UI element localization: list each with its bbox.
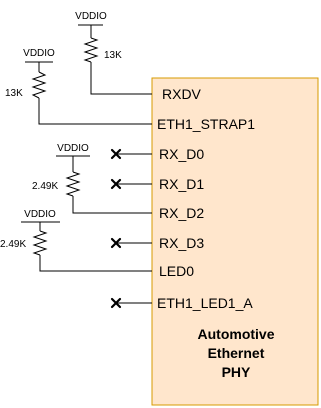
strap1-pullup (5, 48, 152, 124)
pin-label-rx-d3: RX_D3 (159, 235, 205, 251)
phy-title-line2: Ethernet (207, 345, 265, 361)
resistor-value: 13K (104, 50, 122, 61)
resistor-symbol (34, 231, 46, 255)
rxd3-no-connect (112, 239, 152, 247)
resistor-symbol (67, 172, 79, 196)
pin-label-rxdv: RXDV (162, 86, 201, 102)
rxd0-no-connect (112, 150, 152, 158)
wire (39, 98, 152, 124)
vddio-label: VDDIO (75, 11, 107, 22)
wire (91, 62, 152, 94)
wire (73, 196, 152, 213)
wire (40, 255, 152, 271)
phy-title-line3: PHY (221, 364, 251, 380)
pin-label-rx-d1: RX_D1 (159, 176, 205, 192)
pin-label-led0: LED0 (159, 263, 195, 279)
pin-label-rx-d0: RX_D0 (159, 146, 205, 162)
resistor-value: 2.49K (0, 239, 27, 250)
pin-label-rx-d2: RX_D2 (159, 205, 205, 221)
vddio-label: VDDIO (57, 143, 89, 154)
resistor-symbol (85, 38, 97, 62)
vddio-label: VDDIO (23, 48, 55, 59)
led0-pullup (0, 209, 152, 271)
phy-title-line1: Automotive (197, 326, 275, 342)
resistor-value: 2.49K (32, 181, 59, 192)
vddio-label: VDDIO (24, 209, 56, 220)
pin-label-eth1-led1-a: ETH1_LED1_A (157, 295, 253, 311)
resistor-value: 13K (5, 88, 23, 99)
pin-label-eth1-strap1: ETH1_STRAP1 (157, 116, 256, 132)
rxdv-pullup (75, 11, 152, 94)
led1a-no-connect (112, 299, 152, 307)
resistor-symbol (33, 72, 45, 98)
rxd1-no-connect (112, 180, 152, 188)
